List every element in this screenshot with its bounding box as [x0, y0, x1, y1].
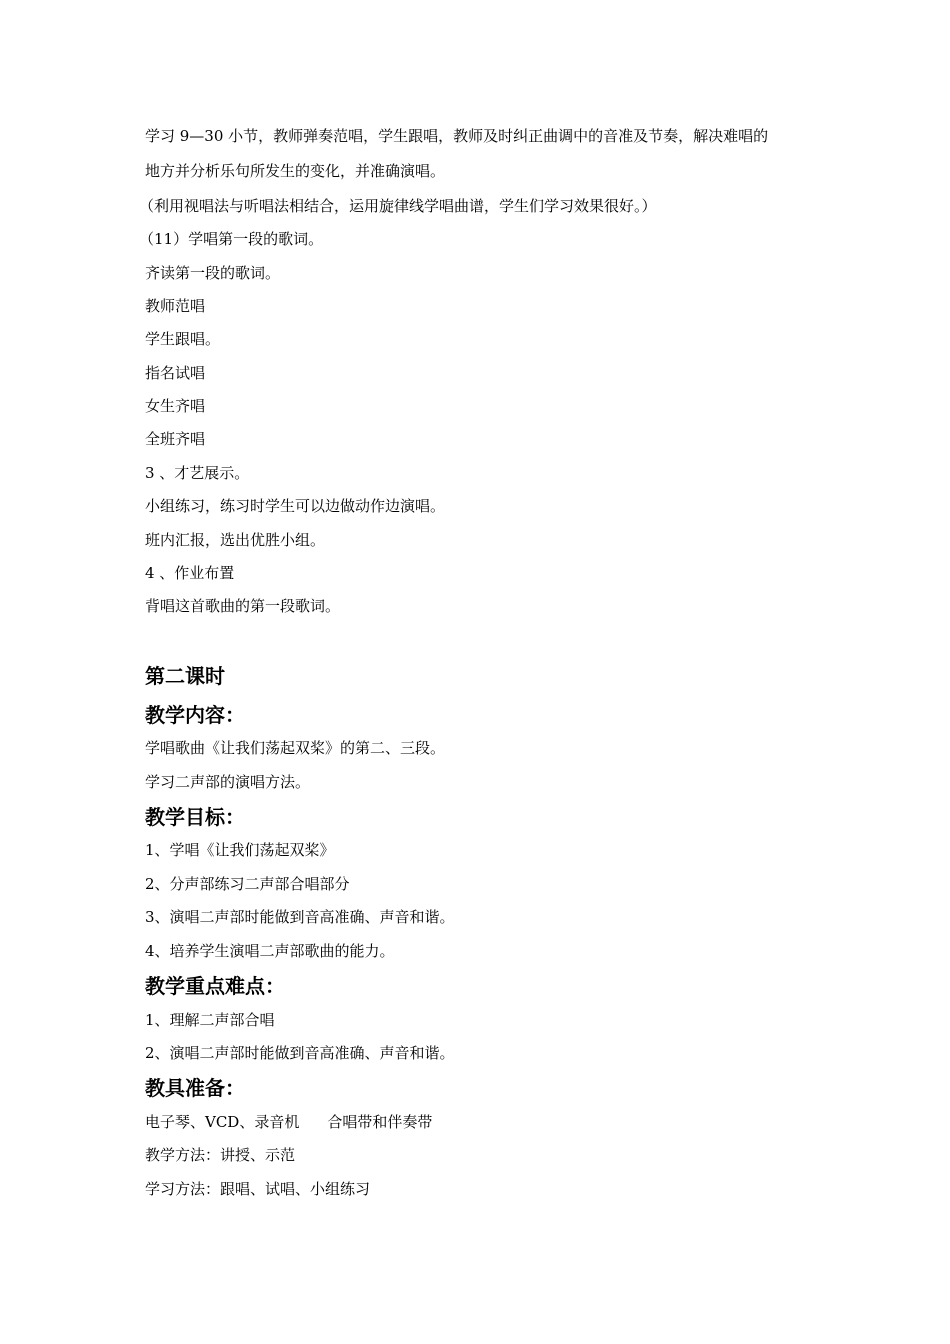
- list-item: 4、培养学生演唱二声部歌曲的能力。: [145, 942, 395, 960]
- tools-line: [145, 1112, 432, 1132]
- list-item: 2、演唱二声部时能做到音高准确、声音和谐。: [145, 1044, 455, 1062]
- list-item: 学习二声部的演唱方法。: [145, 773, 311, 791]
- section-heading: 教学内容：: [145, 703, 245, 727]
- list-item: 1、学唱《让我们荡起双桨》: [145, 841, 335, 859]
- step-line: 3 、才艺展示。: [145, 464, 250, 482]
- paragraph-line: 学习 9—30 小节，教师弹奏范唱，学生跟唱，教师及时纠正曲调中的音准及节奏，解决难唱的: [145, 127, 769, 145]
- section-heading: 教学目标：: [145, 805, 245, 829]
- lesson-title: 第二课时: [145, 664, 225, 688]
- list-item: 小组练习，练习时学生可以边做动作边演唱。: [145, 497, 446, 515]
- tools-part: 合唱带和伴奏带: [327, 1113, 433, 1131]
- list-item: 背唱这首歌曲的第一段歌词。: [145, 597, 341, 615]
- list-item: 教师范唱: [145, 297, 206, 315]
- list-item: 齐读第一段的歌词。: [145, 264, 281, 282]
- list-item: 班内汇报，选出优胜小组。: [145, 531, 326, 549]
- tools-part: 电子琴、VCD、录音机: [145, 1113, 300, 1131]
- step-line: 4 、作业布置: [145, 564, 235, 582]
- list-item: 1、理解二声部合唱: [145, 1011, 275, 1029]
- list-item: 女生齐唱: [145, 397, 206, 415]
- list-item: 学唱歌曲《让我们荡起双桨》的第二、三段。: [145, 739, 446, 757]
- list-item: 3、演唱二声部时能做到音高准确、声音和谐。: [145, 908, 455, 926]
- method-line: 教学方法：讲授、示范: [145, 1146, 296, 1164]
- section-heading: 教具准备：: [145, 1076, 245, 1100]
- section-heading: 教学重点难点：: [145, 974, 285, 998]
- list-item: 2、分声部练习二声部合唱部分: [145, 875, 350, 893]
- note-line: （利用视唱法与听唱法相结合，运用旋律线学唱曲谱，学生们学习效果很好。）: [139, 197, 657, 215]
- list-item: 全班齐唱: [145, 430, 206, 448]
- list-item: 学生跟唱。: [145, 330, 221, 348]
- paragraph-line: 地方并分析乐句所发生的变化，并准确演唱。: [145, 162, 446, 180]
- list-item: 指名试唱: [145, 364, 206, 382]
- step-line: （11）学唱第一段的歌词。: [139, 230, 324, 248]
- method-line: 学习方法：跟唱、试唱、小组练习: [145, 1180, 371, 1198]
